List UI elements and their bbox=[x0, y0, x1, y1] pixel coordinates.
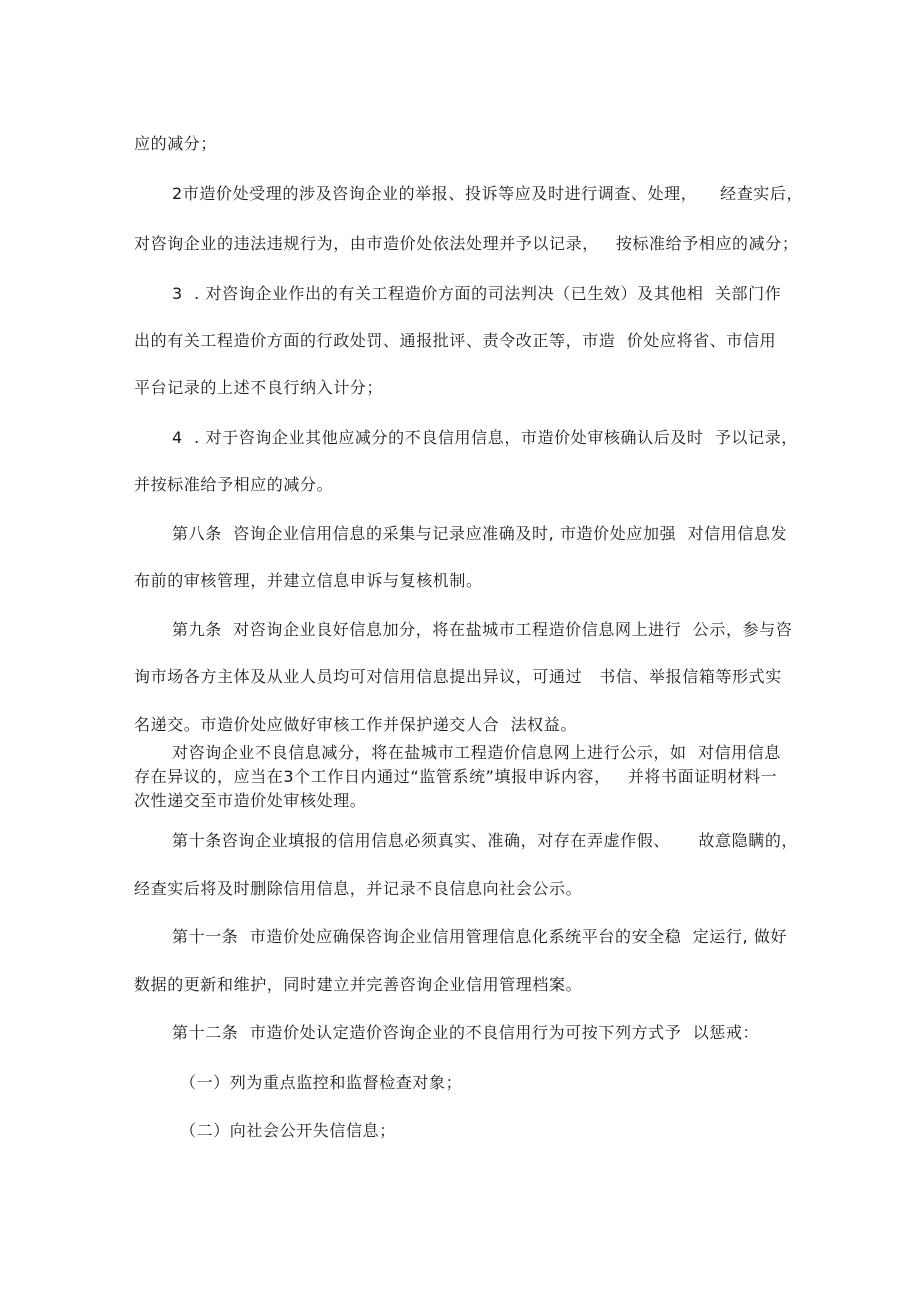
text-line-23: （二）向社会公开失信信息； bbox=[180, 1121, 396, 1140]
text-line-7: 4 . 对于咨询企业其他应减分的不良信用信息，市造价处审核确认后及时 予以记录， bbox=[172, 428, 798, 447]
text-line-20: 数据的更新和维护，同时建立并完善咨询企业信用管理档案。 bbox=[134, 975, 583, 994]
text-line-16: 次性递交至市造价处审核处理。 bbox=[134, 791, 367, 810]
text-line-21: 第十二条 市造价处认定造价咨询企业的不良信用行为可按下列方式予 以惩戒： bbox=[172, 1023, 760, 1042]
text-line-14: 对咨询企业不良信息减分，将在盐城市工程造价信息网上进行公示，如 对信用信息 bbox=[172, 743, 781, 762]
text-line-1: 应的减分； bbox=[134, 134, 218, 153]
text-line-13: 名递交。市造价处应做好审核工作并保护递交人合 法权益。 bbox=[134, 715, 577, 734]
text-line-22: （一）列为重点监控和监督检查对象； bbox=[180, 1073, 463, 1092]
text-line-2: 2市造价处受理的涉及咨询企业的举报、投诉等应及时进行调查、处理， 经查实后， bbox=[172, 184, 804, 203]
text-line-19: 第十一条 市造价处应确保咨询企业信用管理信息化系统平台的安全稳 定运行, 做好 bbox=[172, 927, 788, 946]
text-line-8: 并按标准给予相应的减分。 bbox=[134, 475, 334, 494]
text-line-4: 3 . 对咨询企业作出的有关工程造价方面的司法判决（已生效）及其他相 关部门作 bbox=[172, 284, 782, 303]
text-line-3: 对咨询企业的违法违规行为，由市造价处依法处理并予以记录， 按标准给予相应的减分； bbox=[134, 234, 799, 253]
text-line-18: 经查实后将及时删除信用信息，并记录不良信息向社会公示。 bbox=[134, 879, 583, 898]
text-line-9: 第八条 咨询企业信用信息的采集与记录应准确及时, 市造价处应加强 对信用信息发 bbox=[172, 524, 788, 543]
text-line-6: 平台记录的上述不良行纳入计分； bbox=[134, 378, 384, 397]
text-line-17: 第十条咨询企业填报的信用信息必须真实、准确，对存在弄虚作假、 故意隐瞒的， bbox=[172, 831, 799, 850]
text-line-10: 布前的审核管理，并建立信息申诉与复核机制。 bbox=[134, 571, 483, 590]
text-line-15: 存在异议的，应当在3个工作日内通过“监管系统”填报申诉内容， 并将书面证明材料一 bbox=[134, 767, 778, 786]
text-line-12: 询市场各方主体及从业人员均可对信用信息提出异议，可通过 书信、举报信箱等形式实 bbox=[134, 667, 782, 686]
text-line-11: 第九条 对咨询企业良好信息加分，将在盐城市工程造价信息网上进行 公示，参与咨 bbox=[172, 620, 793, 639]
text-line-5: 出的有关工程造价方面的行政处罚、通报批评、责令改正等，市造 价处应将省、市信用 bbox=[134, 331, 777, 350]
